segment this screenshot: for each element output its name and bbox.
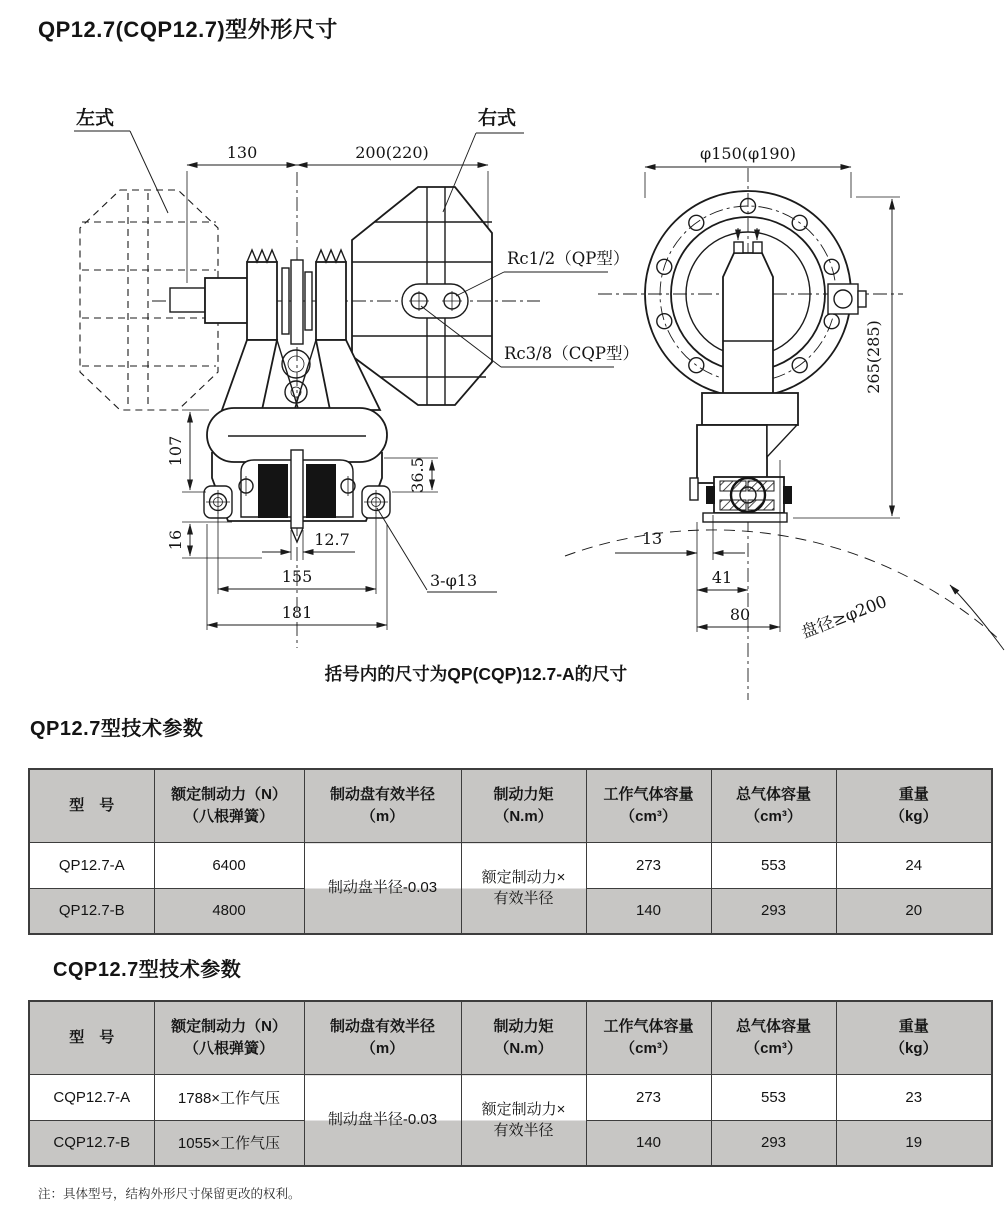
disc-arc [565, 530, 1002, 642]
dim-181: 181 [281, 603, 313, 622]
cell-model: CQP12.7-B [29, 1121, 154, 1166]
col-weight: 重量 （kg） [836, 769, 992, 843]
cell-total-volume: 553 [711, 1075, 836, 1121]
cell-torque-formula: 额定制动力× 有效半径 [461, 843, 586, 934]
cell-force: 6400 [154, 843, 304, 889]
lower-bracket [690, 393, 798, 522]
cell-total-volume: 553 [711, 843, 836, 889]
right-type-label: 右式 [478, 108, 517, 129]
footnote: 注：具体型号，结构外形尺寸保留更改的权利。 [38, 1187, 301, 1201]
cell-total-volume: 293 [711, 1121, 836, 1166]
dim-155: 155 [281, 567, 313, 586]
drawing-caption: 括号内的尺寸为QP(CQP)12.7-A的尺寸 [324, 664, 628, 684]
cqp-section-title: CQP12.7型技术参数 [53, 959, 242, 981]
brake-pad [306, 464, 336, 518]
side-port-boss [828, 284, 866, 314]
dim-107: 107 [166, 435, 185, 467]
qp-parameters-table [28, 768, 993, 935]
dim-36-5: 36.5 [408, 457, 427, 493]
col-effective-radius: 制动盘有效半径 （m） [304, 769, 461, 843]
table-header-row [29, 1001, 992, 1075]
dim-12-7: 12.7 [314, 530, 350, 549]
spring-symbol [316, 250, 346, 262]
cell-working-volume: 140 [586, 889, 711, 934]
qp-section-title: QP12.7型技术参数 [30, 718, 204, 740]
col-weight: 重量 （kg） [836, 1001, 992, 1075]
col-total-volume: 总气体容量 （cm³） [711, 1001, 836, 1075]
col-model: 型 号 [29, 769, 154, 843]
front-view [565, 144, 1004, 700]
cell-force: 4800 [154, 889, 304, 934]
spring-symbol [247, 250, 277, 262]
cell-force: 1788×工作气压 [154, 1075, 304, 1121]
cell-model: QP12.7-B [29, 889, 154, 934]
support-legs [222, 340, 380, 410]
table-row [29, 1075, 992, 1121]
brake-pad [258, 464, 288, 518]
air-port-plate [402, 284, 468, 318]
brake-disc-slot [291, 450, 303, 528]
cell-working-volume: 273 [586, 843, 711, 889]
cqp-parameters-table [28, 1000, 993, 1167]
cell-weight: 23 [836, 1075, 992, 1121]
cell-radius-formula: 制动盘半径-0.03 [304, 1075, 461, 1166]
col-model: 型 号 [29, 1001, 154, 1075]
col-torque: 制动力矩 （N.m） [461, 1001, 586, 1075]
rc-qp-label: Rc1/2（QP型） [507, 249, 630, 268]
cell-weight: 19 [836, 1121, 992, 1166]
center-tower [723, 228, 773, 397]
col-working-volume: 工作气体容量 （cm³） [586, 769, 711, 843]
cell-working-volume: 140 [586, 1121, 711, 1166]
dim-3-phi13: 3-φ13 [430, 571, 478, 590]
cell-model: QP12.7-A [29, 843, 154, 889]
dim-phi150: φ150(φ190) [700, 144, 796, 163]
col-torque: 制动力矩 （N.m） [461, 769, 586, 843]
dim-200-220: 200(220) [355, 143, 429, 162]
cell-weight: 20 [836, 889, 992, 934]
dim-265: 265(285) [864, 320, 883, 394]
table-header-row [29, 769, 992, 843]
cell-torque-formula: 额定制动力× 有效半径 [461, 1075, 586, 1166]
table-row [29, 843, 992, 889]
dim-13: 13 [641, 529, 663, 548]
col-effective-radius: 制动盘有效半径 （m） [304, 1001, 461, 1075]
cell-force: 1055×工作气压 [154, 1121, 304, 1166]
page-title: QP12.7(CQP12.7)型外形尺寸 [38, 17, 338, 42]
col-rated-force: 额定制动力（N） （八根弹簧） [154, 769, 304, 843]
left-type-label: 左式 [76, 108, 115, 129]
cell-model: CQP12.7-A [29, 1075, 154, 1121]
cell-total-volume: 293 [711, 889, 836, 934]
dim-16: 16 [166, 529, 185, 551]
dim-80: 80 [729, 605, 751, 624]
rc-cqp-label: Rc3/8（CQP型） [504, 344, 639, 363]
cell-weight: 24 [836, 843, 992, 889]
dim-41: 41 [711, 568, 733, 587]
col-working-volume: 工作气体容量 （cm³） [586, 1001, 711, 1075]
cell-working-volume: 273 [586, 1075, 711, 1121]
shaft-assembly [170, 250, 346, 344]
cell-radius-formula: 制动盘半径-0.03 [304, 843, 461, 934]
col-rated-force: 额定制动力（N） （八根弹簧） [154, 1001, 304, 1075]
side-view [74, 106, 639, 648]
disc-diameter-label: 盘径≥φ200 [798, 591, 890, 642]
dim-130: 130 [226, 143, 258, 162]
col-total-volume: 总气体容量 （cm³） [711, 769, 836, 843]
